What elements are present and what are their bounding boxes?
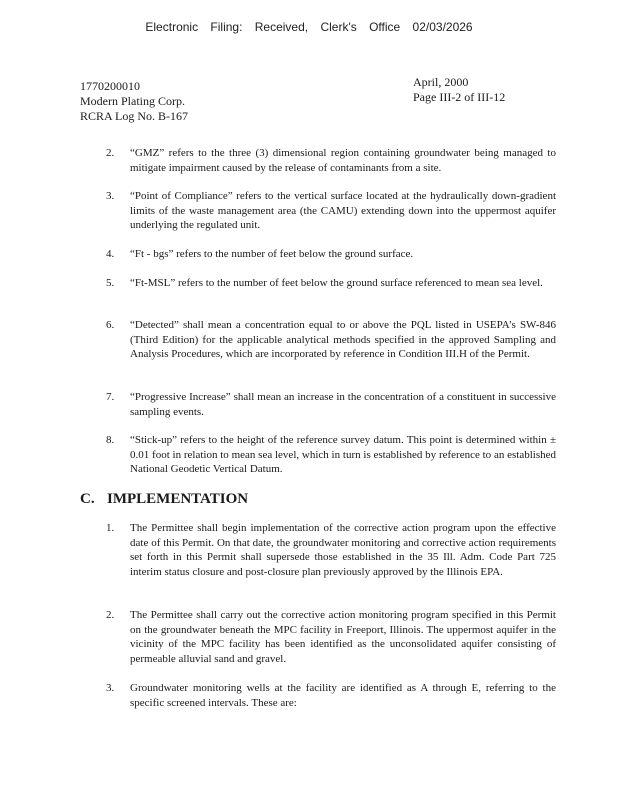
item-number: 3.: [106, 682, 115, 694]
item-number: 4.: [106, 248, 115, 260]
section-letter: C.: [80, 491, 95, 507]
item-text: “GMZ” refers to the three (3) dimensional region containing groundwater being managed to mitigate impairment caused by the release of contaminants from a site.: [130, 147, 556, 174]
page-number: Page III-2 of III-12: [413, 90, 506, 104]
item-number: 7.: [106, 391, 115, 403]
item-number: 5.: [106, 277, 115, 289]
document-header-right: [413, 75, 505, 105]
filing-stamp: Electronic Filing: Received, Clerk's Office 02/03/2026: [145, 20, 473, 34]
item-text: “Detected” shall mean a concentration equal to or above the PQL listed in USEPA’s SW-846 (Third Edition) for the applicable analytical methods specified in the approved Sampling and Analysis Procedures, which are incorporated by reference in Condition III.H of the Permit.: [130, 319, 556, 360]
facility-id: 1770200010: [80, 79, 140, 93]
item-text: The Permittee shall begin implementation of the corrective action program upon the effective date of this Permit. On that date, the groundwater monitoring and corrective action requirements set forth in this Permit shall supersede those established in the 35 Ill. Adm. Code Part 725 interim status closure and post-closure plan previously approved by the Illinois EPA.: [130, 522, 556, 578]
section-heading: [80, 491, 248, 508]
item-text: “Point of Compliance” refers to the vertical surface located at the hydraulically down-gradient limits of the waste management area (the CAMU) extending down into the uppermost aquifer underlying the regulated unit.: [130, 190, 556, 231]
item-text: “Ft-MSL” refers to the number of feet below the ground surface referenced to mean sea level.: [130, 277, 543, 289]
item-number: 8.: [106, 434, 115, 446]
item-text: “Stick-up” refers to the height of the reference survey datum. This point is determined within ± 0.01 foot in relation to mean sea level, which in turn is established by reference to an established National Geodetic Vertical Datum.: [130, 434, 556, 475]
company-name: Modern Plating Corp.: [80, 94, 185, 108]
item-number: 3.: [106, 190, 115, 202]
item-text: Groundwater monitoring wells at the facility are identified as A through E, referring to the specific screened intervals. These are:: [130, 682, 556, 709]
rcra-log-number: RCRA Log No. B-167: [80, 109, 189, 123]
item-text: The Permittee shall carry out the corrective action monitoring program specified in this Permit on the groundwater beneath the MPC facility in Freeport, Illinois. The uppermost aquifer in the vicinity of the MPC facility has been identified as the unconsolidated aquifer consisting of permeable alluvial sand and gravel.: [130, 609, 556, 665]
item-number: 1.: [106, 522, 115, 534]
document-date: April, 2000: [413, 75, 469, 89]
item-text: “Progressive Increase” shall mean an increase in the concentration of a constituent in successive sampling events.: [130, 391, 556, 418]
item-number: 2.: [106, 609, 115, 621]
item-number: 2.: [106, 147, 115, 159]
item-text: “Ft - bgs” refers to the number of feet below the ground surface.: [130, 248, 414, 260]
item-number: 6.: [106, 319, 115, 331]
document-header-left: [80, 79, 188, 124]
section-title: IMPLEMENTATION: [107, 491, 249, 507]
